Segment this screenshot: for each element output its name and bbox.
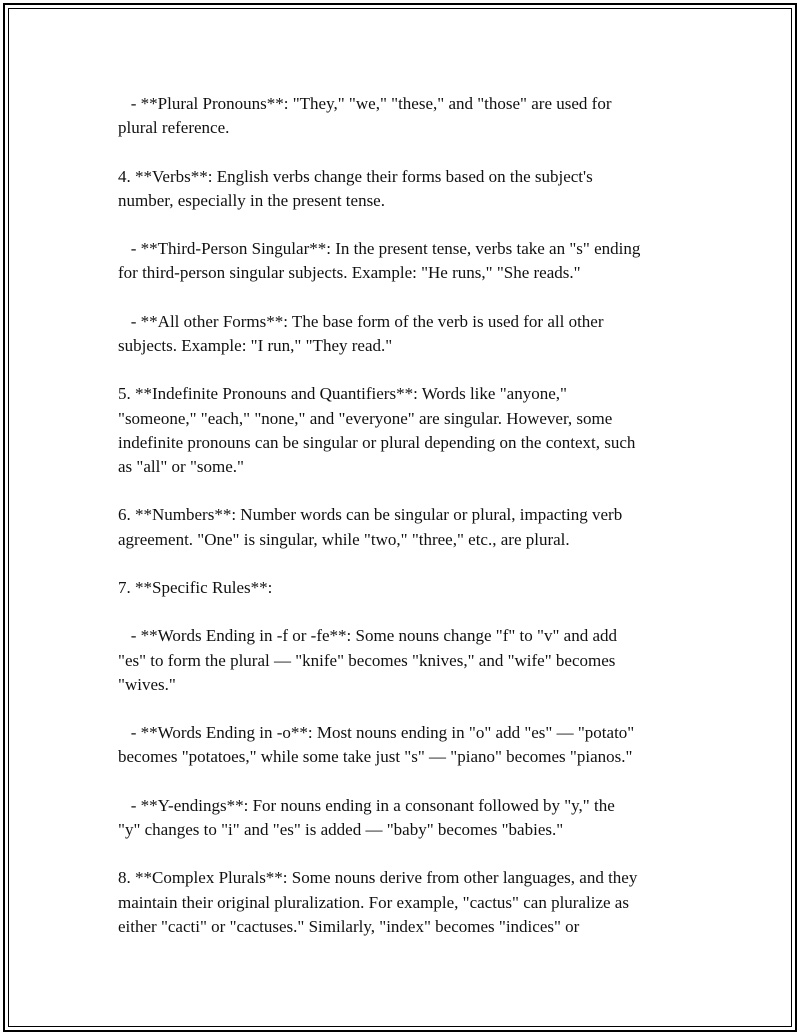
document-body: [118, 92, 688, 963]
paragraph-all-other-forms: - **All other Forms**: The base form of the verb is used for all other subjects. Example: "I run," "They read.": [118, 311, 604, 355]
paragraph-words-ending-f-fe: - **Words Ending in -f or -fe**: Some nouns change "f" to "v" and add "es" to form the plural — "knife" becomes "knives," and "wife" becomes "wives.": [118, 626, 617, 694]
paragraph-complex-plurals: 8. **Complex Plurals**: Some nouns derive from other languages, and they maintain their original pluralization. For example, "cactus" can pluralize as either "cacti" or "cactuses." Similarly, "index" becomes "indices" or: [118, 868, 638, 936]
paragraph-numbers: 6. **Numbers**: Number words can be singular or plural, impacting verb agreement. "One" is singular, while "two," "three," etc., are plural.: [118, 505, 623, 549]
paragraph-specific-rules: 7. **Specific Rules**:: [118, 577, 273, 597]
paragraph-verbs: 4. **Verbs**: English verbs change their forms based on the subject's number, especially in the present tense.: [118, 166, 593, 210]
paragraph-y-endings: - **Y-endings**: For nouns ending in a consonant followed by "y," the "y" changes to "i" and "es" is added — "baby" becomes "babies.": [118, 795, 615, 839]
paragraph-third-person-singular: - **Third-Person Singular**: In the present tense, verbs take an "s" ending for third-person singular subjects. Example: "He runs," "She reads.": [118, 239, 641, 283]
paragraph-indefinite-pronouns: 5. **Indefinite Pronouns and Quantifiers**: Words like "anyone," "someone," "each," "none," and "everyone" are singular. However, some indefinite pronouns can be singular or plural depending on the context, such as "all" or "some.": [118, 384, 636, 476]
paragraph-words-ending-o: - **Words Ending in -o**: Most nouns ending in "o" add "es" — "potato" becomes "potatoes," while some take just "s" — "piano" becomes "pianos.": [118, 723, 635, 767]
paragraph-plural-pronouns: - **Plural Pronouns**: "They," "we," "these," and "those" are used for plural reference.: [118, 94, 612, 138]
